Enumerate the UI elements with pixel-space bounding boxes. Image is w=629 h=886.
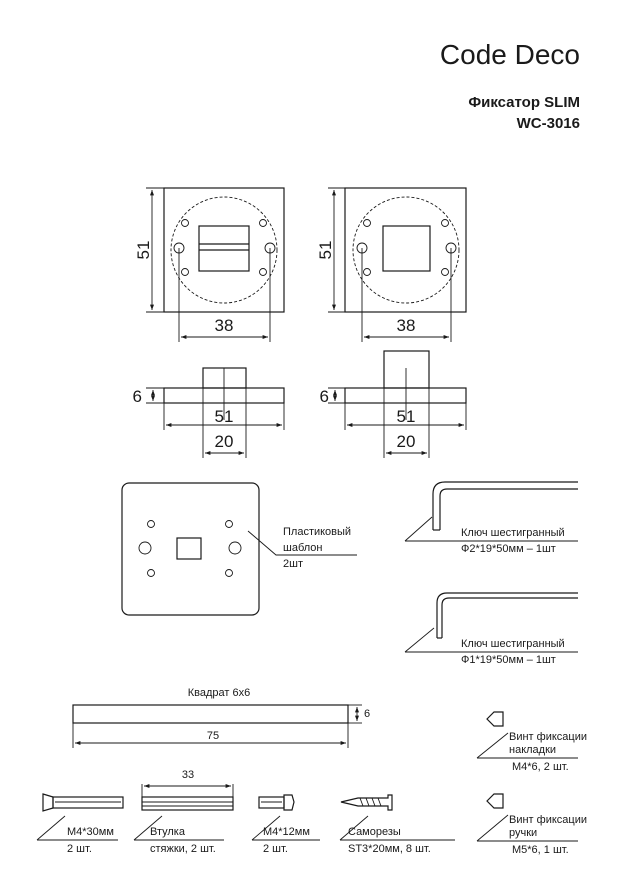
part-sleeve-name: Втулка [150,826,185,838]
part-m4x12 [252,795,320,855]
hex-key-small [405,593,578,666]
hex-key-large-title: Ключ шестигранный [461,527,565,539]
square-bar-length: 75 [206,730,220,742]
template-label-line1: Пластиковый [283,526,352,538]
part-wood-screw-name: Саморезы [348,826,401,838]
right-side-view [320,351,466,458]
right-hole-span-dim: 38 [396,316,416,335]
screw-plate-line2: накладки [509,744,557,756]
part-sleeve-qty: стяжки, 2 шт. [150,843,216,855]
left-square-width-dim: 20 [214,432,234,451]
template-qty: 2шт [283,558,303,570]
part-sleeve-length: 33 [181,769,195,781]
left-base-width-dim: 51 [214,407,234,426]
hex-key-small-title: Ключ шестигранный [461,638,565,650]
screw-handle-line2: ручки [509,827,538,839]
screw-plate [477,712,587,773]
brand-logo: Code Deco [439,39,580,70]
screw-handle [477,794,587,856]
square-bar-title: Квадрат 6х6 [187,687,251,699]
square-bar-thickness: 6 [364,708,371,720]
part-m4x30-qty: 2 шт. [67,843,92,855]
left-height-dim: 51 [134,240,153,260]
screw-plate-line1: Винт фиксации [509,731,587,743]
part-m4x30 [37,794,123,855]
left-thickness-dim: 6 [132,387,142,406]
product-code: WC-3016 [516,115,580,132]
part-wood-screw-qty: ST3*20мм, 8 шт. [348,843,431,855]
left-side-view [133,368,284,458]
right-top-view [316,188,466,342]
left-hole-span-dim: 38 [214,316,234,335]
part-sleeve [134,769,233,855]
left-top-view [134,188,284,342]
hex-key-large [405,482,578,555]
square-bar [73,687,370,748]
plastic-template [122,483,357,615]
screw-handle-qty: М5*6, 1 шт. [512,844,569,856]
screw-plate-qty: М4*6, 2 шт. [512,761,569,773]
part-m4x12-qty: 2 шт. [263,843,288,855]
hex-key-large-spec: Ф2*19*50мм – 1шт [461,543,556,555]
hex-key-small-spec: Ф1*19*50мм – 1шт [461,654,556,666]
part-wood-screw [340,795,455,855]
product-name: Фиксатор SLIM [468,94,580,111]
right-base-width-dim: 51 [396,407,416,426]
right-square-width-dim: 20 [396,432,416,451]
part-m4x12-name: М4*12мм [263,826,310,838]
right-height-dim: 51 [316,240,335,260]
screw-handle-line1: Винт фиксации [509,814,587,826]
template-label-line2: шаблон [283,542,323,554]
right-thickness-dim: 6 [319,387,329,406]
part-m4x30-name: М4*30мм [67,826,114,838]
